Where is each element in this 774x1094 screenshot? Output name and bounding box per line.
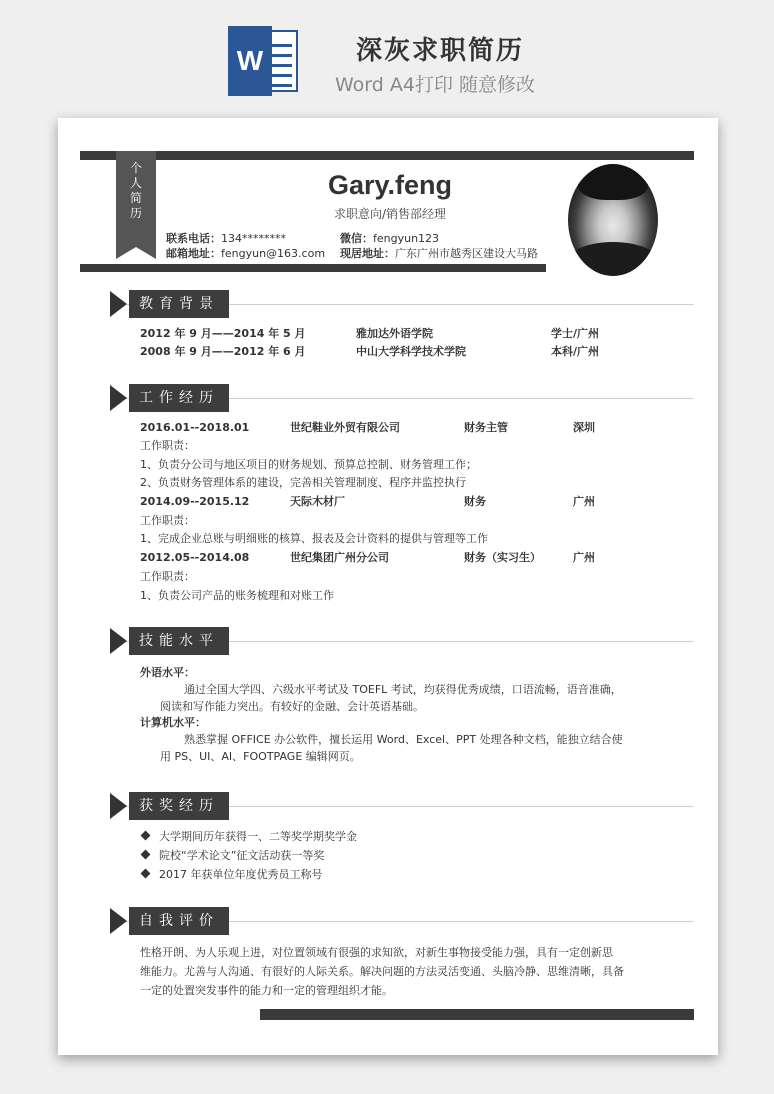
section-arrow-icon bbox=[110, 908, 127, 934]
award-item: 院校“学术论文”征文活动获一等奖 bbox=[142, 847, 324, 864]
awards-header: 获奖经历 bbox=[129, 792, 229, 820]
profile-photo bbox=[568, 164, 658, 276]
banner-subtitle: Word A4打印 随意修改 bbox=[334, 74, 535, 96]
section-arrow-icon bbox=[110, 628, 127, 654]
diamond-bullet-icon bbox=[141, 850, 151, 860]
header-top-bar bbox=[80, 151, 694, 160]
section-arrow-icon bbox=[110, 385, 127, 411]
computer-skill-text: 用 PS、UI、AI、FOOTPAGE 编辑网页。 bbox=[160, 750, 361, 763]
email-contact: 邮箱地址：fengyun@163.com bbox=[166, 247, 326, 260]
award-item: 2017 年获单位年度优秀员工称号 bbox=[142, 866, 323, 883]
self-evaluation-text: 性格开朗、为人乐观上进，对位置领域有很强的求知欲，对新生事物接受能力强，具有一定创新思 bbox=[140, 946, 613, 959]
profile-ribbon: 个 人 简 历 bbox=[116, 151, 156, 247]
word-document-icon bbox=[228, 26, 300, 96]
footer-bar bbox=[260, 1009, 694, 1020]
language-skill-text: 通过全国大学四、六级水平考试及 TOEFL 考试，均获得优秀成绩，口语流畅，语音准确， bbox=[184, 683, 622, 696]
word-icon-letter: W bbox=[228, 26, 272, 96]
header-bottom-bar bbox=[80, 264, 546, 272]
resume-page: 个 人 简 历 Gary.feng 求职意向/销售部经理 联系电话：134******** 邮箱地址：fengyun@163.com 微信：fengyun123 现居地址：广东广州市越秀区建设大马路 教育背景 2012 年 9 月——2014 年 5 月 雅加达外语学院 学士/广州 2008 年 9 月——2012 年 6 月 中山大学科学技术学院 本科/广州 工作经历 2016.01--2018.01 世纪鞋业外贸有限公司 财务主管 深圳 工作职责： 1、负责分公司与地区项目的财务规划、预算总控制、财务管理工作； 2、负责财务管理体系的建设，完善相关管理制度、程序并监控执行 2014.09--2015.12 天际木材厂 财务 广州 工作职责： 1、完成企业总账与明细账的核算、报表及会计资料的提供与管理等工作 2012.05--2014.08 世纪集团广州分公司 财务（实习生） 广州 工作职责： 1、负责公司产品的账务梳理和对账工作 技能水平 外语水平： 通过全国大学四、六级水平考试及 TOEFL 考试，均获得优秀成绩，口语流畅，语音准确， 阅读和写作能力突出。有较好的金融、会计英语基础。 计算机水平： 熟悉掌握 OFFICE 办公软件，擅长运用 Word、Excel、PPT 处理各种文档，能独立结合使 用 PS、UI、AI、FOOTPAGE 编辑网页。 获奖经历 大学期间历年获得一、二等奖学期奖学金 院校“学术论文”征文活动获一等奖 2017 年获单位年度优秀员工称号 自我评价 性格开朗、为人乐观上进，对位置领域有很强的求知欲，对新生事物接受能力强，具有一定创新思 维能力。尤善与人沟通、有很好的人际关系。解决问题的方法灵活变通、头脑冷静、思维清晰，具备 一定的处置突发事件的能力和一定的管理组织才能。 bbox=[58, 118, 718, 1055]
section-arrow-icon bbox=[110, 793, 127, 819]
language-skill-text: 阅读和写作能力突出。有较好的金融、会计英语基础。 bbox=[160, 700, 424, 713]
address-contact: 现居地址：广东广州市越秀区建设大马路 bbox=[340, 247, 538, 260]
phone-contact: 联系电话：134******** bbox=[166, 232, 286, 245]
job-intent: 求职意向/销售部经理 bbox=[333, 207, 447, 221]
diamond-bullet-icon bbox=[141, 869, 151, 879]
section-arrow-icon bbox=[110, 291, 127, 317]
wechat-contact: 微信：fengyun123 bbox=[340, 232, 440, 245]
self-evaluation-text: 维能力。尤善与人沟通、有很好的人际关系。解决问题的方法灵活变通、头脑冷静、思维清晰，具备 bbox=[140, 965, 624, 978]
banner-title: 深灰求职简历 bbox=[355, 36, 524, 66]
work-header: 工作经历 bbox=[129, 384, 229, 412]
language-skill-label: 外语水平： bbox=[140, 666, 195, 679]
education-header: 教育背景 bbox=[129, 290, 229, 318]
computer-skill-text: 熟悉掌握 OFFICE 办公软件，擅长运用 Word、Excel、PPT 处理各种文档，能独立结合使 bbox=[184, 733, 623, 746]
self-evaluation-text: 一定的处置突发事件的能力和一定的管理组织才能。 bbox=[140, 984, 393, 997]
candidate-name: Gary.feng bbox=[327, 170, 453, 200]
skills-header: 技能水平 bbox=[129, 627, 229, 655]
diamond-bullet-icon bbox=[141, 831, 151, 841]
self-evaluation-header: 自我评价 bbox=[129, 907, 229, 935]
award-item: 大学期间历年获得一、二等奖学期奖学金 bbox=[142, 828, 357, 845]
computer-skill-label: 计算机水平： bbox=[140, 716, 206, 729]
